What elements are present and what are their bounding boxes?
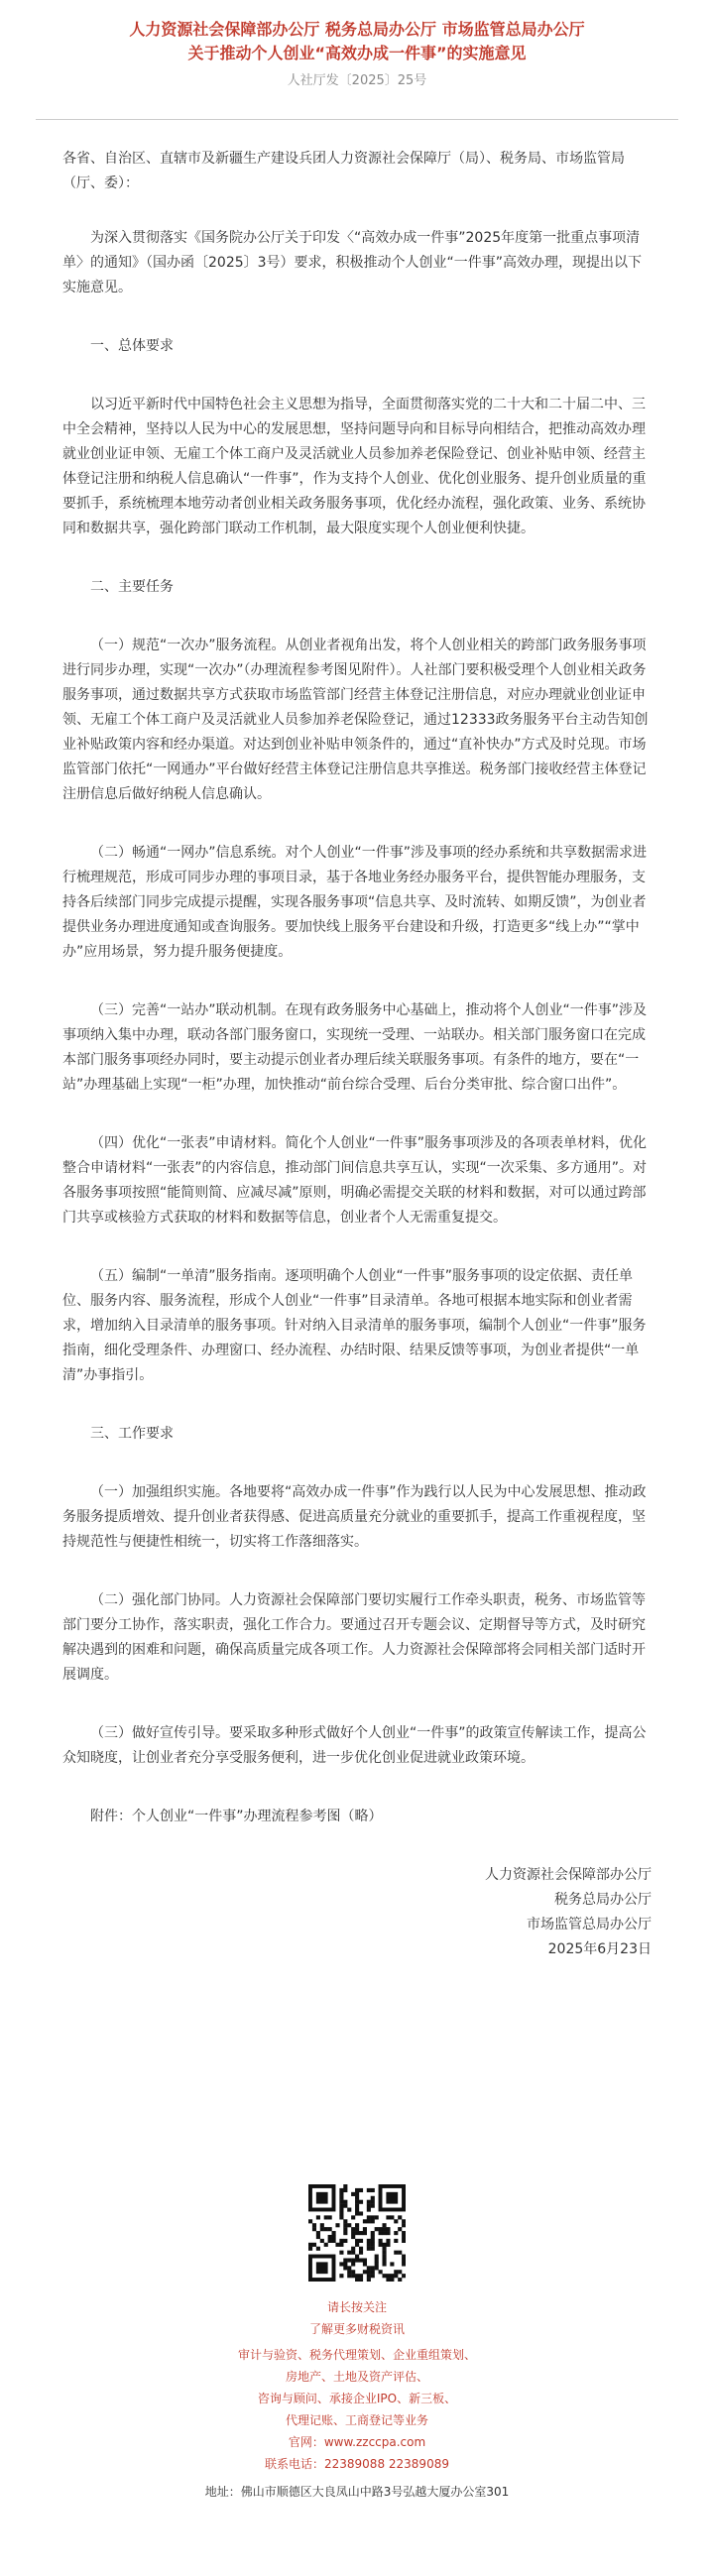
requirement-paragraph-3: （三）做好宣传引导。要采取多种形式做好个人创业“一件事”的政策宣传解读工作，提高公众知晓度，让创业者充分享受服务便利，进一步优化创业促进就业政策环境。 — [62, 1725, 647, 1766]
signature-org-tax: 税务总局办公厅 — [554, 1892, 652, 1908]
document-body — [62, 147, 652, 1962]
signature-date: 2025年6月23日 — [547, 1941, 652, 1957]
task-paragraph-3: （三）完善“一站办”联动机制。在现有政务服务中心基础上，推动将个人创业“一件事”涉及事项纳入集中办理，联动各部门服务窗口，实现统一受理、一站联办。相关部门服务窗口在完成本部门服务事项经办同时，要主动提示创业者办理后续关联服务事项。有条件的地方，要在“一站”办理基础上实现“一柜”办理，加快推动“前台综合受理、后台分类审批、综合窗口出件”。 — [62, 1002, 648, 1093]
follow-prompt: 请长按关注 — [326, 2300, 387, 2314]
issuing-offices: 人力资源社会保障部办公厅 税务总局办公厅 市场监管总局办公厅 — [129, 20, 585, 39]
signature-org-hr: 人力资源社会保障部办公厅 — [485, 1867, 652, 1883]
task-paragraph-5: （五）编制“一单清”服务指南。逐项明确个人创业“一件事”服务事项的设定依据、责任单位、服务内容、服务流程，形成个人创业“一件事”目录清单。各地可根据本地实际和创业者需求，增加纳入目录清单的服务事项。针对纳入目录清单的服务事项，编制个人创业“一件事”服务指南，细化受理条件、办理窗口、经办流程、办结时限、结果反馈等事项，为创业者提供“一单清”办事指引。 — [62, 1268, 647, 1383]
intro-paragraph: 为深入贯彻落实《国务院办公厅关于印发〈“高效办成一件事”2025年度第一批重点事项清单〉的通知》（国办函〔2025〕3号）要求，积极推动个人创业“一件事”高效办理，现提出以下实施意见。 — [62, 230, 643, 295]
general-requirements-paragraph: 以习近平新时代中国特色社会主义思想为指导，全面贯彻落实党的二十大和二十届二中、三中全会精神，坚持以人民为中心的发展思想，坚持问题导向和目标导向相结合，把推动高效办理就业创业证申领、无雇工个体工商户及灵活就业人员参加养老保险登记、创业补贴申领、经营主体登记注册和纳税人信息确认“一件事”，作为支持个人创业、优化创业服务、提升创业质量的重要抓手，系统梳理本地劳动者创业相关政务服务事项，优化经办流程，强化政策、业务、系统协同和数据共享，强化跨部门联动工作机制，最大限度实现个人创业便利快捷。 — [62, 397, 647, 536]
follow-subtitle: 了解更多财税资讯 — [308, 2322, 405, 2336]
office-address: 地址：佛山市顺德区大良凤山中路3号弘越大厦办公室301 — [204, 2485, 510, 2499]
document-title: 关于推动个人创业“高效办成一件事”的实施意见 — [187, 44, 527, 62]
attachment-note: 附件：个人创业“一件事”办理流程参考图（略） — [90, 1809, 383, 1824]
requirement-paragraph-1: （一）加强组织实施。各地要将“高效办成一件事”作为践行以人民为中心发展思想、推动政务服务提质增效、提升创业者获得感、促进高质量充分就业的重要抓手，提高工作重视程度，坚持规范性与便捷性相统一，切实将工作落细落实。 — [62, 1484, 647, 1550]
promo-footer — [0, 2296, 714, 2503]
requirement-paragraph-2: （二）强化部门协同。人力资源社会保障部门要切实履行工作牵头职责，税务、市场监管等部门要分工协作，落实职责，强化工作合力。要通过召开专题会议、定期督导等方式，及时研究解决遇到的困难和问题，确保高质量完成各项工作。人力资源社会保障部将会同相关部门适时开展调度。 — [62, 1592, 646, 1683]
services-line-1: 审计与验资、税务代理策划、企业重组策划、 — [237, 2348, 476, 2362]
qr-code-icon[interactable] — [308, 2184, 406, 2282]
services-line-2: 房地产、土地及资产评估、 — [285, 2370, 428, 2384]
section-title-tasks: 二、主要任务 — [90, 579, 174, 595]
document-number: 人社厅发〔2025〕25号 — [287, 73, 427, 88]
document-header — [0, 18, 714, 93]
services-line-4: 代理记账、工商登记等业务 — [285, 2413, 428, 2427]
section-title-general: 一、总体要求 — [90, 338, 174, 354]
salutation: 各省、自治区、直辖市及新疆生产建设兵团人力资源社会保障厅（局）、税务局、市场监管局（厅、委）： — [62, 151, 625, 191]
contact-phone: 联系电话：22389088 22389089 — [265, 2457, 449, 2471]
section-title-work-requirements: 三、工作要求 — [90, 1426, 174, 1442]
task-paragraph-1: （一）规范“一次办”服务流程。从创业者视角出发，将个人创业相关的跨部门政务服务事项进行同步办理，实现“一次办”（办理流程参考图见附件）。人社部门要积极受理个人创业相关政务服务事项，通过数据共享方式获取市场监管部门经营主体登记注册信息，对应办理就业创业证申领、无雇工个体工商户及灵活就业人员参加养老保险登记，通过12333政务服务平台主动告知创业补贴政策内容和经办渠道。对达到创业补贴申领条件的，通过“直补快办”方式及时兑现。市场监管部门依托“一网通办”平台做好经营主体登记注册信息共享推送。税务部门接收经营主体登记注册信息后做好纳税人信息确认。 — [62, 638, 649, 802]
services-line-3: 咨询与顾问、承接企业IPO、新三板、 — [257, 2392, 457, 2405]
task-paragraph-2: （二）畅通“一网办”信息系统。对个人创业“一件事”涉及事项的经办系统和共享数据需求进行梳理规范，形成可同步办理的事项目录，基于各地业务经办服务平台，提供智能办理服务，支持各后续部门同步完成提示提醒，实现各服务事项“信息共享、及时流转、如期反馈”，为创业者提供业务办理进度通知或查询服务。要加快线上服务平台建设和升级，打造更多“线上办”“掌中办”应用场景，努力提升服务便捷度。 — [62, 845, 648, 960]
signature-org-market: 市场监管总局办公厅 — [527, 1917, 652, 1932]
website-link[interactable]: 官网：www.zzccpa.com — [288, 2435, 426, 2449]
task-paragraph-4: （四）优化“一张表”申请材料。简化个人创业“一件事”服务事项涉及的各项表单材料，优化整合申请材料“一张表”的内容信息，推动部门间信息共享互认，实现“一次采集、多方通用”。对各服务事项按照“能简则简、应减尽减”原则，明确必需提交关联的材料和数据，对可以通过跨部门共享或核验方式获取的材料和数据等信息，创业者个人无需重复提交。 — [62, 1135, 648, 1226]
header-divider — [36, 119, 678, 120]
signature-block — [62, 1863, 652, 1962]
